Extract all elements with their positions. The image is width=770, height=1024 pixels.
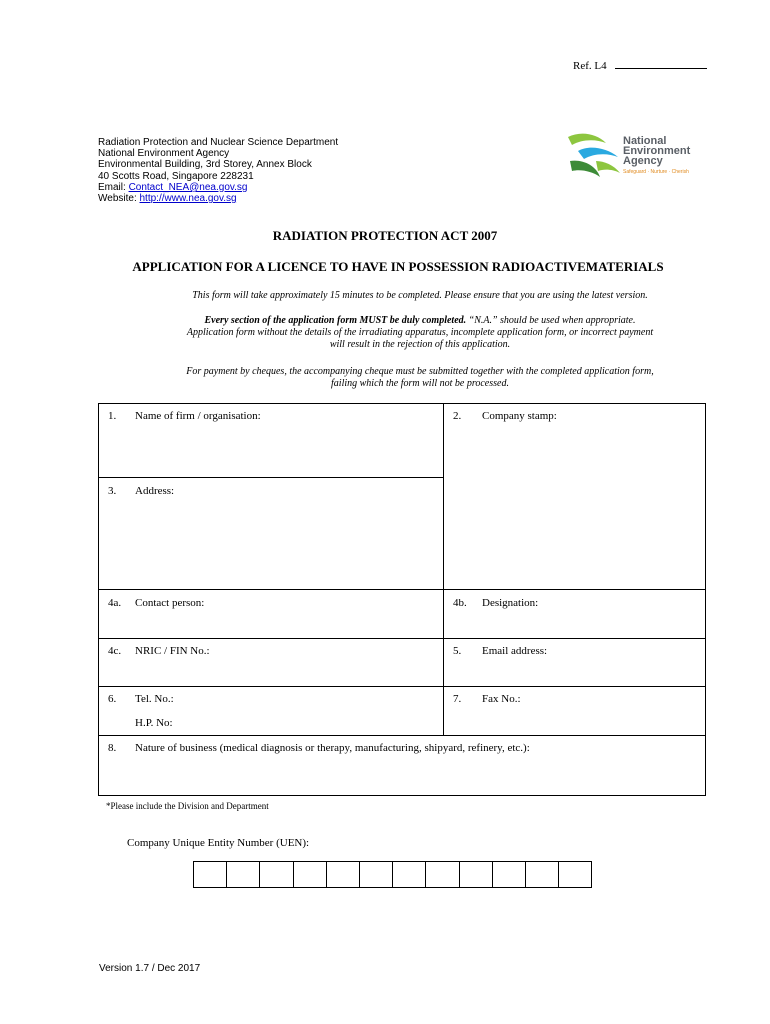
field-number-2: 2. — [453, 410, 462, 422]
field-number-8: 8. — [108, 742, 117, 754]
time-note: This form will take approximately 15 minutes to be completed. Please ensure that you are using the latest version. — [192, 290, 648, 301]
field-number-6: 6. — [108, 693, 117, 705]
address-field[interactable]: Address: — [135, 485, 175, 497]
road-line: 40 Scotts Road, Singapore 228231 — [98, 170, 254, 182]
department-line: Radiation Protection and Nuclear Science Department — [98, 137, 339, 148]
fax-no-field[interactable]: Fax No.: — [482, 693, 521, 705]
uen-char-box[interactable] — [558, 861, 592, 888]
uen-char-box[interactable] — [492, 861, 526, 888]
contact-person-field[interactable]: Contact person: — [135, 597, 205, 609]
designation-field[interactable]: Designation: — [482, 597, 539, 609]
firm-name-field[interactable]: Name of firm / organisation: — [135, 410, 261, 422]
uen-char-box[interactable] — [459, 861, 493, 888]
field-number-5: 5. — [453, 645, 462, 657]
mandatory-note: Every section of the application form MUST be duly completed. — [204, 315, 467, 326]
agency-address — [98, 137, 338, 204]
uen-char-box[interactable] — [359, 861, 393, 888]
uen-input-boxes — [193, 861, 592, 888]
uen-char-box[interactable] — [259, 861, 293, 888]
uen-char-box[interactable] — [392, 861, 426, 888]
logo-tagline: Safeguard · Nurture · Cherish — [623, 169, 689, 175]
applicant-details-table — [98, 403, 706, 796]
divider-row4a — [99, 638, 705, 639]
field-number-3: 3. — [108, 485, 117, 497]
field-number-4c: 4c. — [108, 645, 122, 657]
divider-row4c — [99, 686, 705, 687]
email-line: Email: Contact_NEA@nea.gov.sg — [98, 181, 248, 193]
na-note: “N.A.” should be used when appropriate. — [466, 315, 636, 326]
cheque-note-line1: For payment by cheques, the accompanying cheque must be submitted together with the completed application form, — [186, 366, 654, 377]
agency-line: National Environment Agency — [98, 148, 230, 160]
uen-char-box[interactable] — [326, 861, 360, 888]
uen-char-box[interactable] — [293, 861, 327, 888]
tel-no-field[interactable]: Tel. No.: — [135, 693, 174, 705]
uen-char-box[interactable] — [226, 861, 260, 888]
website-line: Website: http://www.nea.gov.sg — [98, 193, 237, 205]
completion-note — [130, 315, 710, 351]
uen-char-box[interactable] — [193, 861, 227, 888]
form-subtitle: APPLICATION FOR A LICENCE TO HAVE IN POSSESSION RADIOACTIVEMATERIALS — [132, 259, 664, 274]
version-label: Version 1.7 / Dec 2017 — [99, 963, 201, 974]
cheque-note — [130, 366, 710, 390]
nature-of-business-field[interactable]: Nature of business (medical diagnosis or therapy, manufacturing, shipyard, refinery, etc.): — [135, 742, 530, 754]
field-number-7: 7. — [453, 693, 462, 705]
uen-label: Company Unique Entity Number (UEN): — [127, 837, 310, 849]
logo-wordmark: National Environment Agency — [623, 135, 691, 167]
uen-char-box[interactable] — [525, 861, 559, 888]
uen-char-box[interactable] — [425, 861, 459, 888]
field-number-4a: 4a. — [108, 597, 122, 609]
nric-fin-field[interactable]: NRIC / FIN No.: — [135, 645, 210, 657]
email-address-field[interactable]: Email address: — [482, 645, 548, 657]
field-number-1: 1. — [108, 410, 117, 422]
rejection-note-line1: Application form without the details of the irradiating apparatus, incomplete application form, or incorrect payment — [186, 327, 654, 338]
divider-row6 — [99, 735, 705, 736]
building-line: Environmental Building, 3rd Storey, Annex Block — [98, 159, 312, 171]
footnote: *Please include the Division and Department — [106, 801, 269, 811]
company-stamp-field[interactable]: Company stamp: — [482, 410, 557, 422]
divider-row3 — [99, 589, 705, 590]
reference-number — [573, 58, 707, 72]
divider-row1 — [99, 477, 443, 478]
website-link[interactable]: http://www.nea.gov.sg — [139, 193, 237, 205]
hp-no-field[interactable]: H.P. No: — [135, 717, 173, 729]
rejection-note-line2: will result in the rejection of this application. — [329, 339, 511, 350]
cheque-note-line2: failing which the form will not be processed. — [331, 378, 509, 389]
reference-blank-line[interactable] — [615, 58, 707, 69]
email-link[interactable]: Contact_NEA@nea.gov.sg — [128, 181, 248, 193]
nea-logo — [566, 131, 706, 181]
nea-swirl-icon — [566, 131, 622, 181]
divider-column — [443, 404, 444, 735]
form-title: RADIATION PROTECTION ACT 2007 — [272, 228, 498, 243]
reference-label: Ref. L4 — [573, 60, 607, 72]
field-number-4b: 4b. — [453, 597, 467, 609]
